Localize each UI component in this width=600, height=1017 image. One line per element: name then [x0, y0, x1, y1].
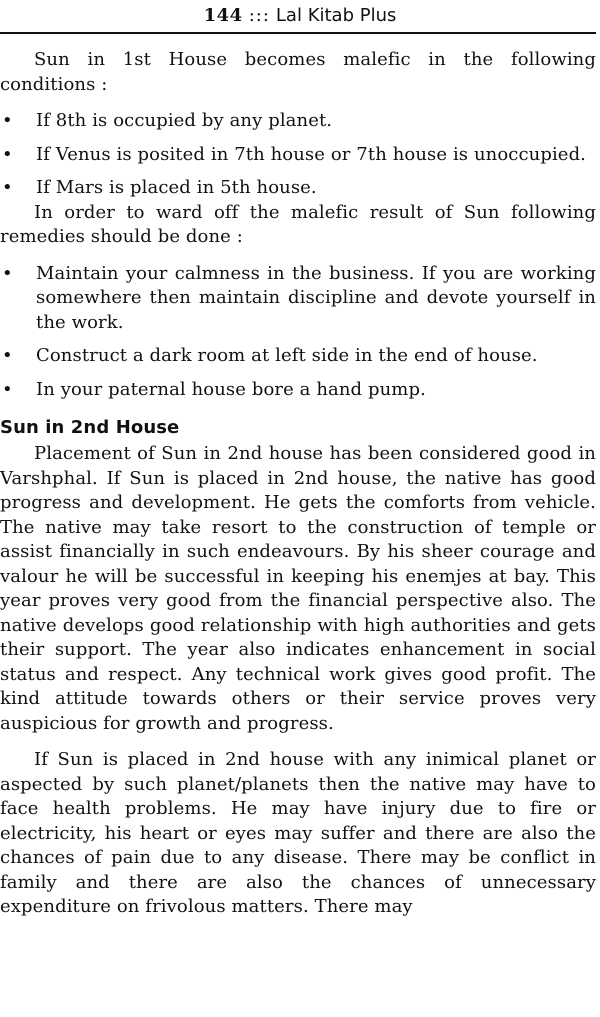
bullet-icon: • — [2, 345, 13, 366]
book-title: Lal Kitab Plus — [275, 5, 397, 26]
condition-text: If 8th is occupied by any planet. — [36, 110, 333, 131]
list-item — [0, 344, 596, 369]
list-item — [0, 176, 596, 201]
bullet-icon: • — [2, 177, 13, 198]
page-body — [0, 48, 596, 920]
list-item — [0, 143, 596, 168]
list-item — [0, 378, 596, 403]
remedies-list — [0, 262, 596, 403]
remedy-text: Maintain your calmness in the business. If you are working somewhere then maintain discipline and devote yourself in the work. — [36, 262, 596, 333]
bullet-icon: • — [2, 110, 13, 131]
bullet-icon: • — [2, 262, 13, 284]
bullet-icon: • — [2, 378, 13, 400]
header-rule — [0, 32, 596, 34]
condition-text: If Mars is placed in 5th house. — [36, 177, 317, 198]
remedy-text: In your paternal house bore a hand pump. — [36, 378, 426, 400]
header-separator: ::: — [248, 5, 270, 26]
condition-text: If Venus is posited in 7th house or 7th house is unoccupied. — [36, 143, 587, 165]
sun-1st-house-intro: Sun in 1st House becomes malefic in the following conditions : — [0, 49, 596, 95]
body-paragraph: If Sun is placed in 2nd house with any inimical planet or aspected by such planet/planets then the native may have to face health problems. He may have injury due to fire or electricity, his heart or eyes may suffer and there are also the chances of pain due to any disease. There may be conflict in family and there are also the chances of unnecessary expenditure on frivolous matters. There may — [0, 749, 596, 917]
page-header — [0, 2, 600, 30]
list-item — [0, 262, 596, 336]
body-paragraph: Placement of Sun in 2nd house has been considered good in Varshphal. If Sun is placed in 2nd house, the native has good progress and development. He gets the comforts from vehicle. The native may take resort to the construction of temple or assist financially in such endeavours. By his sheer courage and valour he will be successful in keeping his enemjes at bay. This year proves very good from the financial perspective also. The native develops good relationship with high authorities and gets their support. The year also indicates enhancement in social status and respect. Any technical work gives good profit. The kind attitude towards others or their service proves very auspicious for growth and progress. — [0, 443, 596, 734]
section-heading: Sun in 2nd House — [0, 417, 180, 438]
remedy-intro: In order to ward off the malefic result of Sun following remedies should be done : — [0, 201, 596, 247]
remedy-text: Construct a dark room at left side in the end of house. — [36, 345, 538, 366]
bullet-icon: • — [2, 143, 13, 165]
malefic-conditions-list — [0, 109, 596, 201]
list-item — [0, 109, 596, 134]
page-number: 144 — [203, 5, 243, 26]
